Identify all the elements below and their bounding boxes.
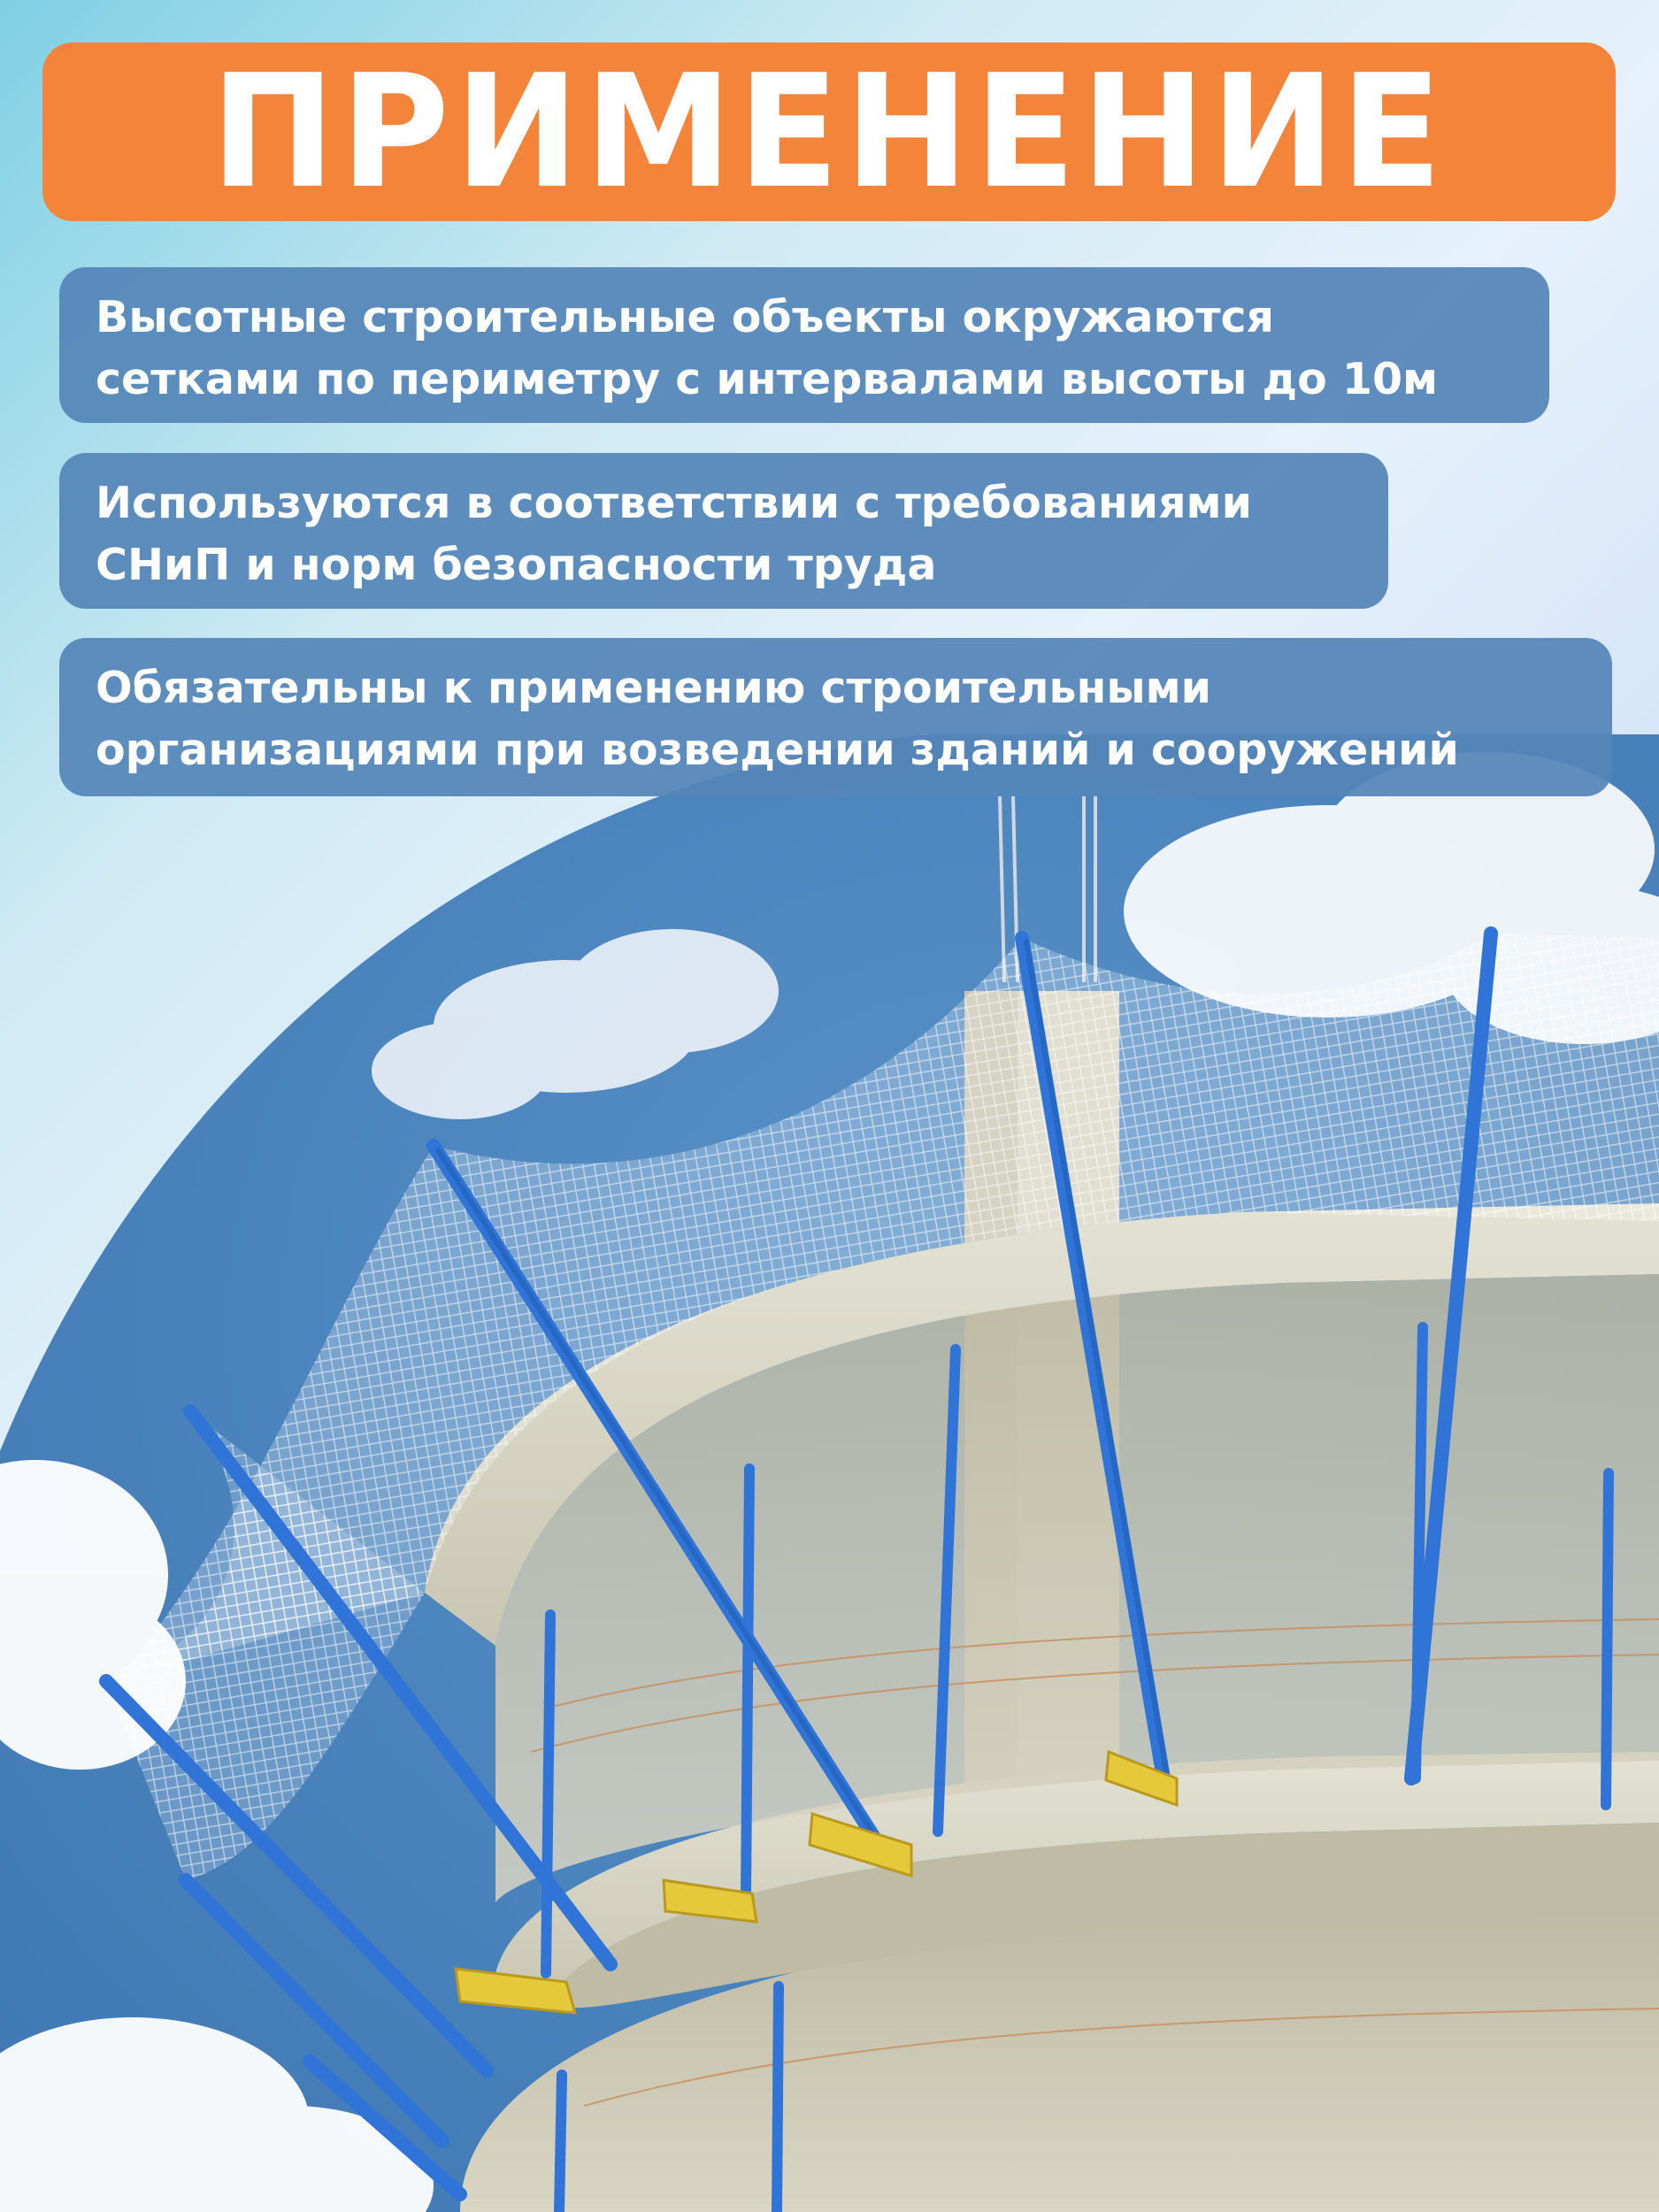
info-card — [59, 453, 1388, 609]
info-card-line: организациями при возведении зданий и сооружений — [96, 725, 1459, 775]
info-card-line: сетками по периметру с интервалами высоты до 10м — [96, 354, 1439, 404]
title-banner — [42, 42, 1616, 221]
page-title: ПРИМЕНЕНИЕ — [211, 41, 1448, 223]
info-card-line: Высотные строительные объекты окружаются — [96, 292, 1274, 342]
info-card — [59, 638, 1612, 796]
info-card-line: Используются в соответствии с требованиями — [96, 478, 1252, 528]
info-card-line: СНиП и норм безопасности труда — [96, 540, 937, 590]
info-card — [59, 267, 1549, 423]
info-card-line: Обязательны к применению строительными — [96, 663, 1212, 713]
